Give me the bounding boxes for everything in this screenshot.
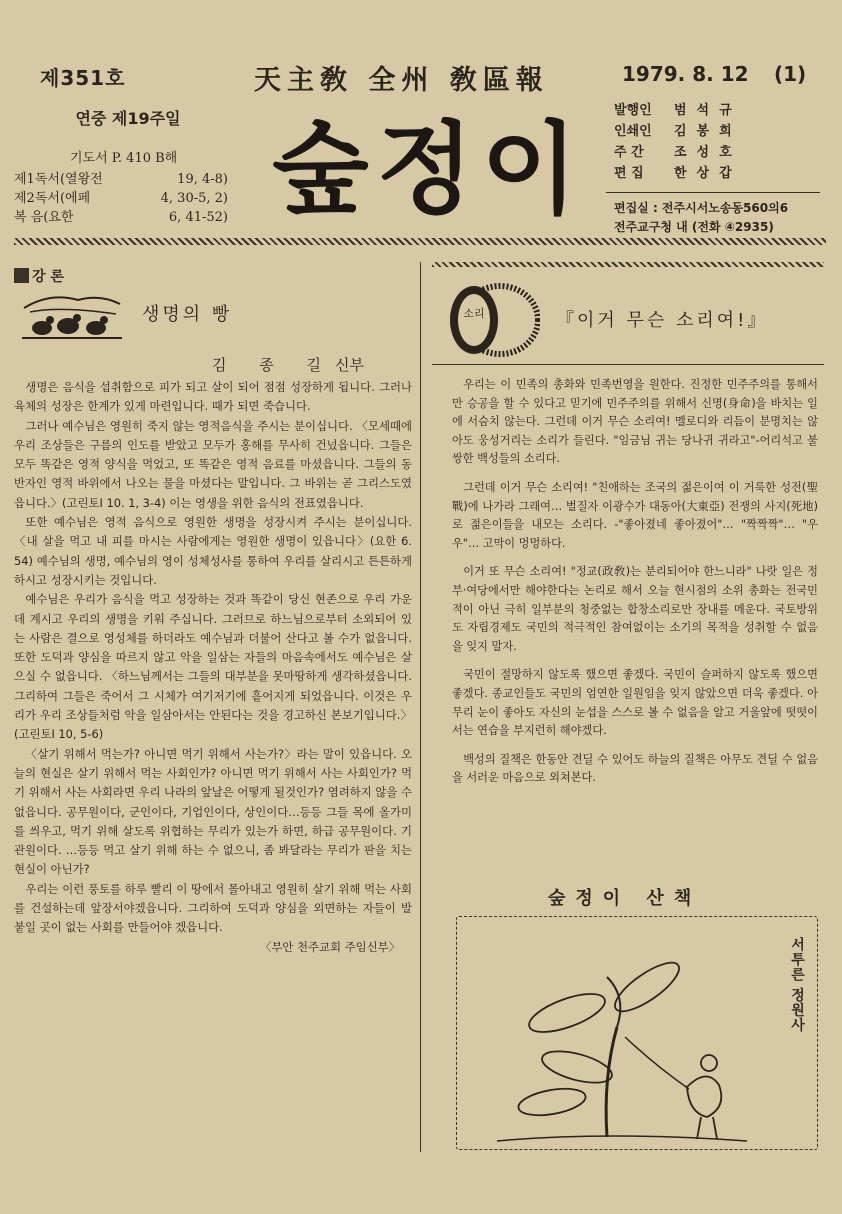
staff-row: 편 집 한상갑 xyxy=(614,166,742,181)
staff-row: 인쇄인 김봉희 xyxy=(614,124,742,139)
readings-list xyxy=(14,170,242,227)
column-divider xyxy=(420,262,421,1152)
paragraph: 그런데 이거 무슨 소리여! "친애하는 조국의 젊은이여 이 거룩한 성전(聖戰)에 나가라 그래여… 벌질자 이광수가 대동아(大東亞) 전쟁의 사지(死地)로 젊은이들을 내모는 소리다. -"좋아졌네 좋아졌어"… "짝짝짝"… "우우"… 고막이 멍멍하다. xyxy=(452,480,818,550)
paragraph: 우리는 이런 풍토를 하루 빨리 이 땅에서 몰아내고 영원히 살기 위해 먹는 사회를 건설하는데 앞장서야겠읍니다. 그리하여 도덕과 양심을 외면하는 자들이 발 붙일 곳이 없는 사회를 만들어야 겠읍니다. xyxy=(14,881,412,935)
issue-date: 1979. 8. 12 xyxy=(622,62,749,86)
column-body xyxy=(452,376,818,798)
gardener-cartoon-icon xyxy=(457,917,757,1147)
prayer-book-ref: 기도서 P. 410 B해 xyxy=(70,151,178,166)
paragraph: 그러나 예수님은 영원히 죽지 않는 영적음식을 주시는 분이십니다. 〈모세때에 우리 조상들은 구름의 인도를 받았고 모두가 홍해를 무사히 건넜읍니다. 그들은 모두 똑같은 영적 양식을 먹었고, 또 똑같은 영적 음료를 마셨읍니다. 그들의 동반자인 영적 바위에서 나오는 물을 마셨다는 말입니다. 그 바위는 곧 그리스도였읍니다.〉(고린토Ⅰ 10. 1, 3-4) 이는 영생을 위한 음식의 전표였읍니다. xyxy=(14,418,412,510)
staff-row: 발행인 범석규 xyxy=(614,103,742,118)
editorial-signature: 〈부안 천주교회 주임신부〉 xyxy=(259,939,400,954)
paragraph: 또한 예수님은 영적 음식으로 영원한 생명을 성장시켜 주시는 분이십니다. 〈내 살을 먹고 내 피를 마시는 사람에게는 영원한 생명이 있읍니다〉(요한 6. 54) 예수님의 생명, 예수님의 영이 성체성사를 통하여 우리를 살리시고 튼튼하게 하시고 성장시키는 것입니다. xyxy=(14,515,412,587)
office-phone: 전주교구청 내 (전화 ④2935) xyxy=(614,220,774,234)
editorial-author: 김 종 길신부 xyxy=(212,356,364,374)
section-box-icon xyxy=(14,268,29,283)
paragraph: 생명은 음식을 섭취함으로 피가 되고 살이 되어 점점 성장하게 됩니다. 그러나 육체의 성장은 한계가 있게 마련입니다. 때가 되면 죽습니다. xyxy=(14,380,412,414)
page-number: (1) xyxy=(774,62,807,86)
reading-item: 제2독서(에페 4, 30-5, 2) xyxy=(14,191,228,206)
issue-number: 제351호 xyxy=(40,66,126,90)
seals-illustration-icon xyxy=(20,282,124,344)
reading-item: 제1독서(열왕전 19, 4-8) xyxy=(14,172,228,187)
paper-title: 天主敎 全州 敎區報 xyxy=(254,65,549,96)
column-title: 『이거 무슨 소리여!』 xyxy=(556,310,769,331)
newspaper-title: 숲정이 xyxy=(272,111,586,228)
section-tag: 강 론 xyxy=(14,266,64,286)
liturgical-week: 연중 제19주일 xyxy=(75,109,181,128)
sound-badge-icon xyxy=(444,282,540,358)
walk-cartoon-box xyxy=(456,916,818,1150)
editorial-body xyxy=(14,378,412,957)
badge-label: 소리 xyxy=(463,307,485,320)
divider xyxy=(432,364,824,365)
right-top-divider xyxy=(432,262,824,267)
liturgy-box xyxy=(14,96,242,230)
staff-box xyxy=(614,100,824,237)
office-address: 편집실 : 전주시서노송동560의6 xyxy=(614,201,789,215)
staff-row: 주 간 조성호 xyxy=(614,145,742,160)
paragraph: 〈살기 위해서 먹는가? 아니면 먹기 위해서 사는가?〉라는 말이 있읍니다. 오늘의 현실은 살기 위해서 먹는 사회인가? 아니면 먹기 위해서 사는 사회인가? 먹기 위해서 사는 사회라면 우리 나라의 앞날은 어떻게 될것인가? 염려하지 않을 수 없읍니다. 공무원이다, 군인이다, 기업인이다, 상인이다…등등 그들 목에 올가미를 씌우고, 먹기 위해 살도록 위협하는 무리가 있는가 하면, 하급 공무원이다. 기관원이다. …등등 먹고 살기 위해 하는 수 없으니, 좀 봐달라는 무리가 판을 치는 현실이 아닌가? xyxy=(14,746,412,877)
header-divider xyxy=(14,238,826,245)
divider xyxy=(606,192,820,193)
walk-caption: 서투른 정원사 xyxy=(789,937,805,1033)
paragraph: 예수님은 우리가 음식을 먹고 성장하는 것과 똑같이 당신 현존으로 우리 가운데 계시고 우리의 생명을 키워 주십니다. 그러므로 하느님으로부터 소외되어 있는 사람은 결으로 영성체를 하더라도 예수님과 더불어 산다고 볼 수가 없읍니다. 또한 도덕과 양심을 따르지 않고 악을 일삼는 자들의 마음속에서도 예수님은 살으실 수 없읍니다. 〈하느님께서는 그들의 대부분을 못마땅하게 생각하셨읍니다. 그리하여 그들은 죽어서 그 시체가 여기저기에 흩어지게 되었읍니다. 이것은 우리가 우리 조상들처럼 악을 일삼아서는 안된다는 것을 경고하신 본보기입니다.〉(고린토Ⅰ 10, 5-6) xyxy=(14,592,412,742)
paragraph: 백성의 질책은 한동안 견딜 수 있어도 하늘의 질책은 아무도 견딜 수 없음을 서러운 마음으로 외쳐본다. xyxy=(452,752,818,785)
masthead xyxy=(34,58,810,96)
reading-item: 복 음(요한 6, 41-52) xyxy=(14,210,228,225)
paragraph: 이거 또 무슨 소리여! "정교(政敎)는 분리되어야 한느니라" 나랏 일은 정부·여당에서만 해야한다는 논리로 해서 오늘 현시점의 소위 총화는 전국민적이 아닌 극히 일부분의 청중없는 합창소리로만 장내를 메운다. 국토방위도 자립경제도 국민의 적극적인 참여없이는 소기의 목적을 성취할 수 없음을 잊지 말자. xyxy=(452,565,818,653)
paragraph: 국민이 절망하지 않도록 했으면 좋겠다. 국민이 슬퍼하지 않도록 했으면 좋겠다. 종교인들도 국민의 엄연한 일원임을 잊지 않았으면 더욱 좋겠다. 아무리 눈이 좋아도 자신의 눈섭을 스스로 볼 수 없음을 알고 거울앞에 떳떳이 서는 연습을 부지런히 해야겠다. xyxy=(452,668,818,738)
walk-title: 숲정이 산책 xyxy=(548,888,702,909)
paragraph: 우리는 이 민족의 총화와 민족번영을 원한다. 진정한 민주주의를 통해서만 승공을 할 수 있다고 믿기에 민주주의를 위해서 신명(身命)을 바치는 일에 서슴치 않는다. 그런데 이거 무슨 소리여! 멜로디와 리듬이 분명치는 않아도 웅성거리는 소리가 들린다. "임금님 귀는 당나귀 귀라고"-어리석고 불쌍한 백성들의 소리다. xyxy=(452,378,818,466)
editorial-title: 생명의 빵 xyxy=(142,304,233,325)
